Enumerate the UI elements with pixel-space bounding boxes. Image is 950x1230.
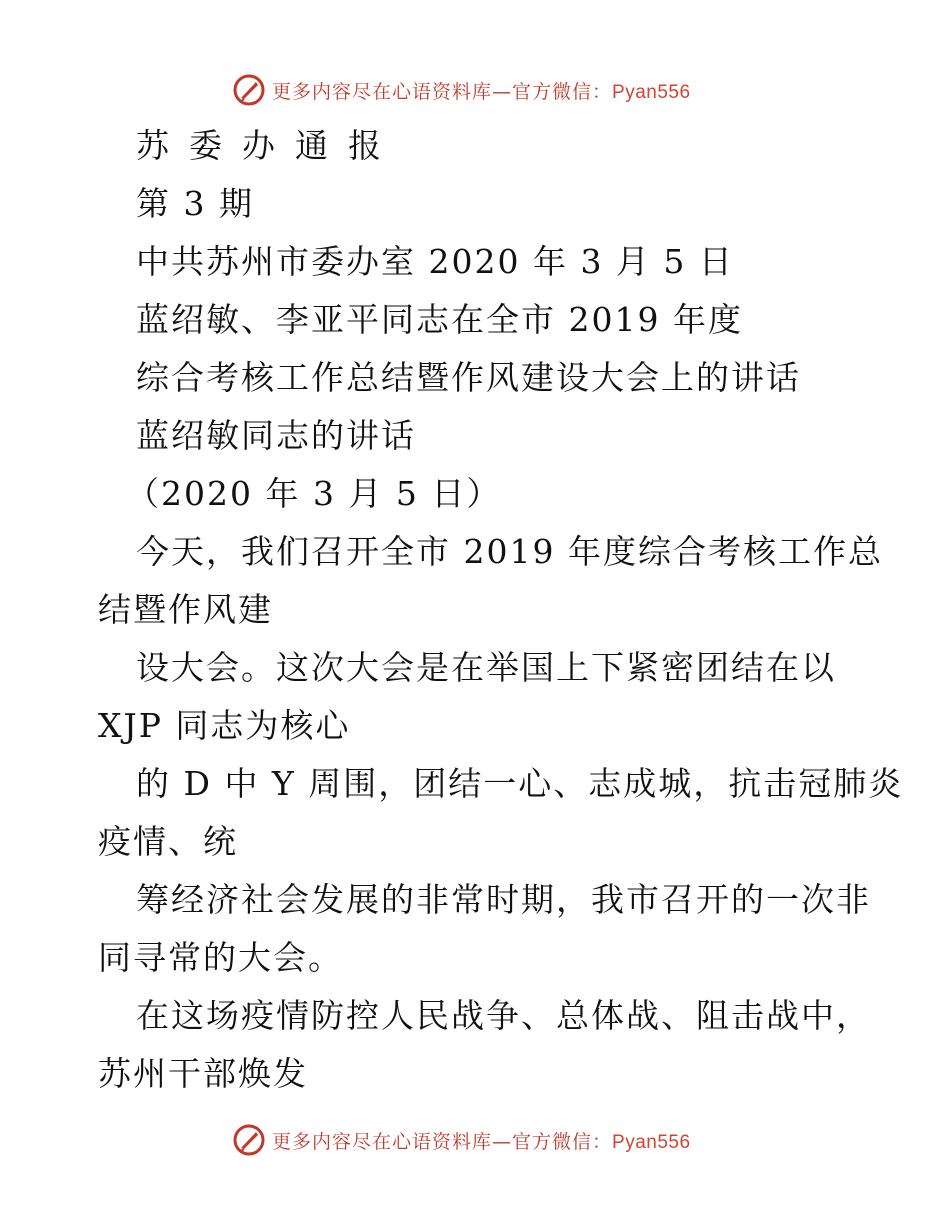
watermark-main-text: 更多内容尽在心语资料库: [272, 80, 493, 103]
watermark-banner-bottom: [232, 1120, 691, 1160]
title-line-1: 蓝绍敏、李亚平同志在全市 2019 年度: [136, 300, 743, 339]
document-issuer-date: 中共苏州市委办室 2020 年 3 月 5 日: [136, 242, 734, 281]
feather-pen-logo-icon: [232, 73, 266, 107]
body-line: XJP 同志为核心: [98, 706, 351, 745]
body-line: 在这场疫情防控人民战争、总体战、阻击战中，: [136, 996, 871, 1035]
feather-pen-logo-icon: [232, 1123, 266, 1157]
watermark-separator: —: [492, 1130, 513, 1153]
body-line: 结暨作风建: [98, 590, 273, 629]
body-line: 的 D 中 Y 周围，团结一心、志成城，抗击冠肺炎: [136, 764, 904, 803]
body-line: 苏州干部焕发: [98, 1054, 308, 1093]
watermark-text: [272, 77, 691, 104]
body-line: 疫情、统: [98, 822, 238, 861]
title-line-2: 综合考核工作总结暨作风建设大会上的讲话: [136, 358, 801, 397]
speech-date: （2020 年 3 月 5 日）: [126, 474, 502, 513]
document-org: 苏委办通报: [136, 126, 401, 165]
speech-subtitle: 蓝绍敏同志的讲话: [136, 416, 416, 455]
body-line: 筹经济社会发展的非常时期，我市召开的一次非: [136, 880, 871, 919]
document-issue: 第 3 期: [136, 184, 254, 223]
watermark-official-label: 官方微信：: [512, 80, 613, 103]
watermark-account: Pyan556: [612, 1131, 691, 1153]
watermark-account: Pyan556: [612, 81, 691, 103]
watermark-banner-top: [232, 70, 691, 110]
watermark-separator: —: [492, 80, 513, 103]
body-line: 今天，我们召开全市 2019 年度综合考核工作总: [136, 532, 883, 571]
watermark-main-text: 更多内容尽在心语资料库: [272, 1130, 493, 1153]
body-line: 同寻常的大会。: [98, 938, 343, 977]
watermark-text: [272, 1127, 691, 1154]
body-line: 设大会。这次大会是在举国上下紧密团结在以: [136, 648, 836, 687]
watermark-official-label: 官方微信：: [512, 1130, 613, 1153]
